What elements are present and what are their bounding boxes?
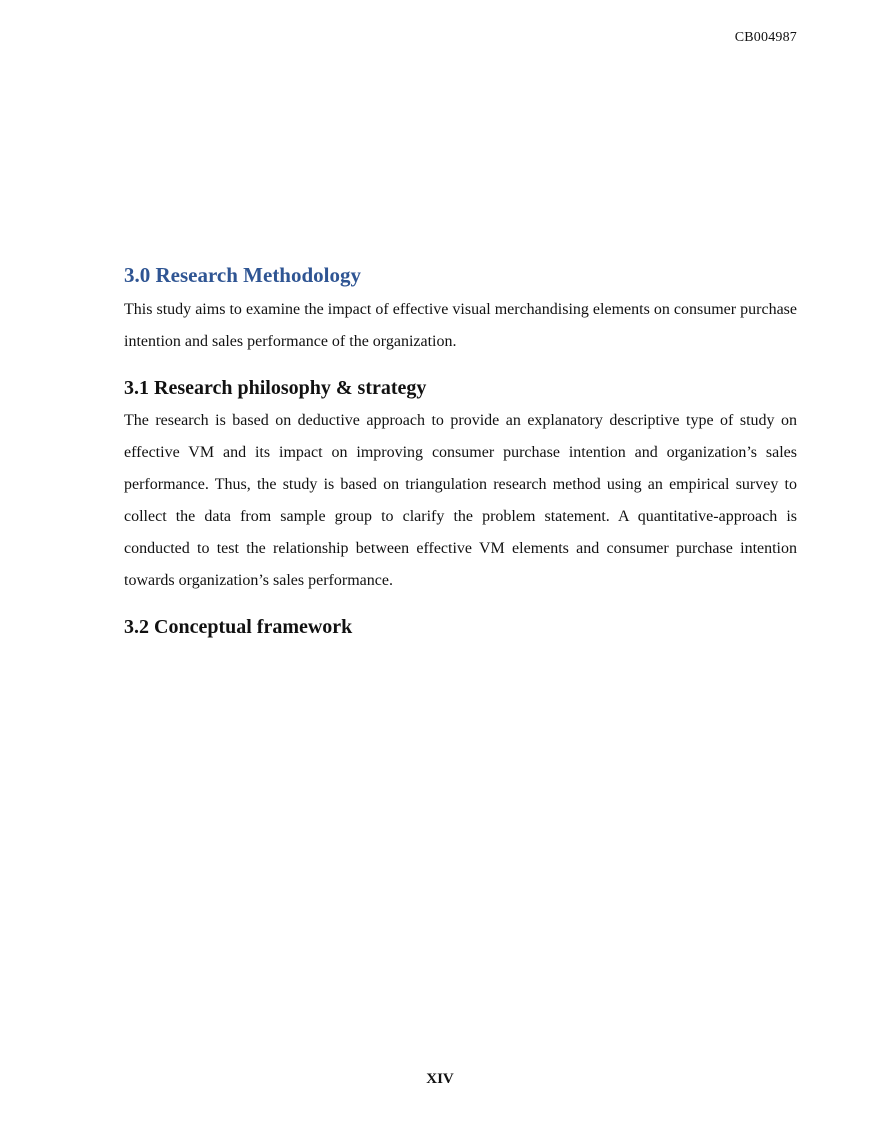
page-number: XIV: [426, 1071, 454, 1087]
document-id: CB004987: [734, 30, 797, 45]
section-heading-research-methodology: 3.0 Research Methodology: [124, 263, 361, 287]
section-heading-research-philosophy: 3.1 Research philosophy & strategy: [124, 377, 427, 399]
section-heading-conceptual-framework: 3.2 Conceptual framework: [124, 616, 353, 638]
section-paragraph-research-methodology: This study aims to examine the impact of effective visual merchandising elements on consumer purchase intention and sales performance of the organization.: [124, 301, 797, 350]
page-content: [124, 260, 797, 642]
section-paragraph-research-philosophy: The research is based on deductive approach to provide an explanatory descriptive type of study on effective VM and its impact on improving consumer purchase intention and organization’s sales performance. Thus, the study is based on triangulation research method using an empirical survey to collect the data from sample group to clarify the problem statement. A quantitative-approach is conducted to test the relationship between effective VM elements and consumer purchase intention towards organization’s sales performance.: [124, 412, 797, 589]
